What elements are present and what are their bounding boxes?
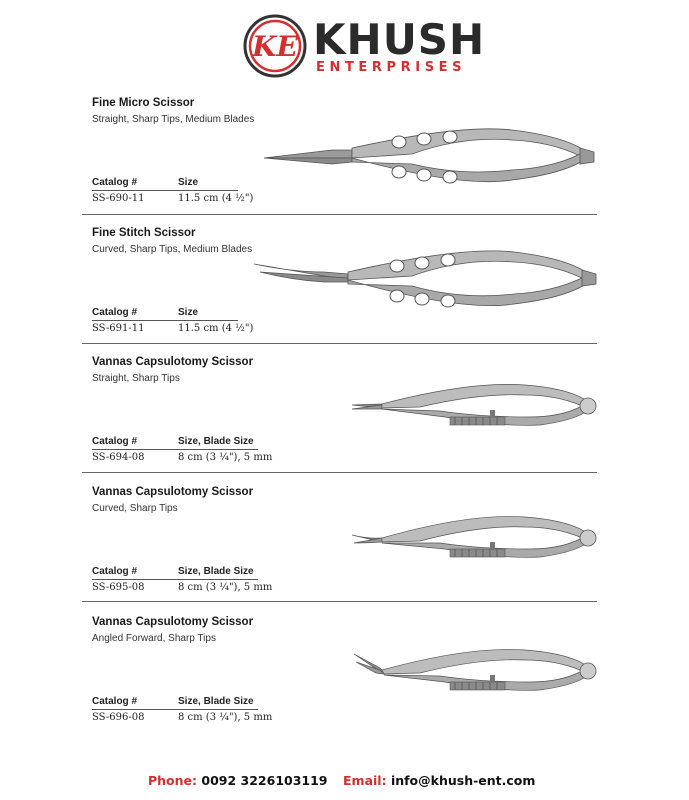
product-name: Vannas Capsulotomy Scissor: [92, 486, 254, 498]
brand-subtitle: ENTERPRISES: [316, 60, 467, 75]
logo-initials: KE: [252, 30, 298, 63]
catalog-number: SS-696-08: [92, 712, 145, 723]
size-value: 8 cm (3 ¼"), 5 mm: [178, 452, 273, 463]
brand-name: KHUSH: [313, 15, 486, 64]
catalog-underline: [92, 709, 258, 710]
catalog-underline: [92, 320, 238, 321]
size-value: 8 cm (3 ¼"), 5 mm: [178, 582, 273, 593]
logo-emblem-icon: [243, 14, 307, 78]
vannas-curved-scissor-image: [350, 505, 600, 567]
brand-logo: [243, 14, 486, 78]
section-divider: [82, 343, 597, 344]
product-name: Fine Micro Scissor: [92, 97, 195, 109]
catalog-number: SS-690-11: [92, 193, 145, 204]
catalog-label: Catalog #: [92, 436, 138, 447]
product-description: Curved, Sharp Tips, Medium Blades: [92, 244, 253, 255]
size-value: 11.5 cm (4 ½"): [178, 193, 254, 204]
size-label: Size, Blade Size: [178, 566, 254, 577]
vannas-straight-scissor-image: [350, 375, 600, 437]
catalog-label: Catalog #: [92, 566, 138, 577]
size-label: Size: [178, 307, 199, 318]
email-link[interactable]: info@khush-ent.com: [390, 773, 536, 788]
size-value: 8 cm (3 ¼"), 5 mm: [178, 712, 273, 723]
product-description: Curved, Sharp Tips: [92, 503, 178, 514]
catalog-underline: [92, 449, 258, 450]
catalog-underline: [92, 190, 238, 191]
catalog-underline: [92, 579, 258, 580]
product-description: Straight, Sharp Tips: [92, 373, 180, 384]
fine-stitch-scissor-image: [252, 240, 602, 320]
size-label: Size, Blade Size: [178, 696, 254, 707]
catalog-number: SS-694-08: [92, 452, 145, 463]
size-label: Size: [178, 177, 199, 188]
section-divider: [82, 214, 597, 215]
product-description: Angled Forward, Sharp Tips: [92, 633, 216, 644]
size-value: 11.5 cm (4 ½"): [178, 323, 254, 334]
catalog-label: Catalog #: [92, 307, 138, 318]
vannas-angled-scissor-image: [350, 640, 600, 702]
phone-block: [148, 773, 328, 788]
size-label: Size, Blade Size: [178, 436, 254, 447]
phone-number[interactable]: 0092 3226103119: [201, 773, 328, 788]
phone-label: Phone:: [148, 773, 198, 788]
catalog-label: Catalog #: [92, 177, 138, 188]
catalog-label: Catalog #: [92, 696, 138, 707]
section-divider: [82, 601, 597, 602]
product-name: Vannas Capsulotomy Scissor: [92, 356, 254, 368]
product-description: Straight, Sharp Tips, Medium Blades: [92, 114, 255, 125]
catalog-number: SS-695-08: [92, 582, 145, 593]
section-divider: [82, 472, 597, 473]
catalog-number: SS-691-11: [92, 323, 145, 334]
email-label: Email:: [343, 773, 387, 788]
email-block: [343, 773, 535, 788]
product-name: Fine Stitch Scissor: [92, 227, 196, 239]
product-name: Vannas Capsulotomy Scissor: [92, 616, 254, 628]
fine-micro-scissor-image: [262, 120, 602, 190]
